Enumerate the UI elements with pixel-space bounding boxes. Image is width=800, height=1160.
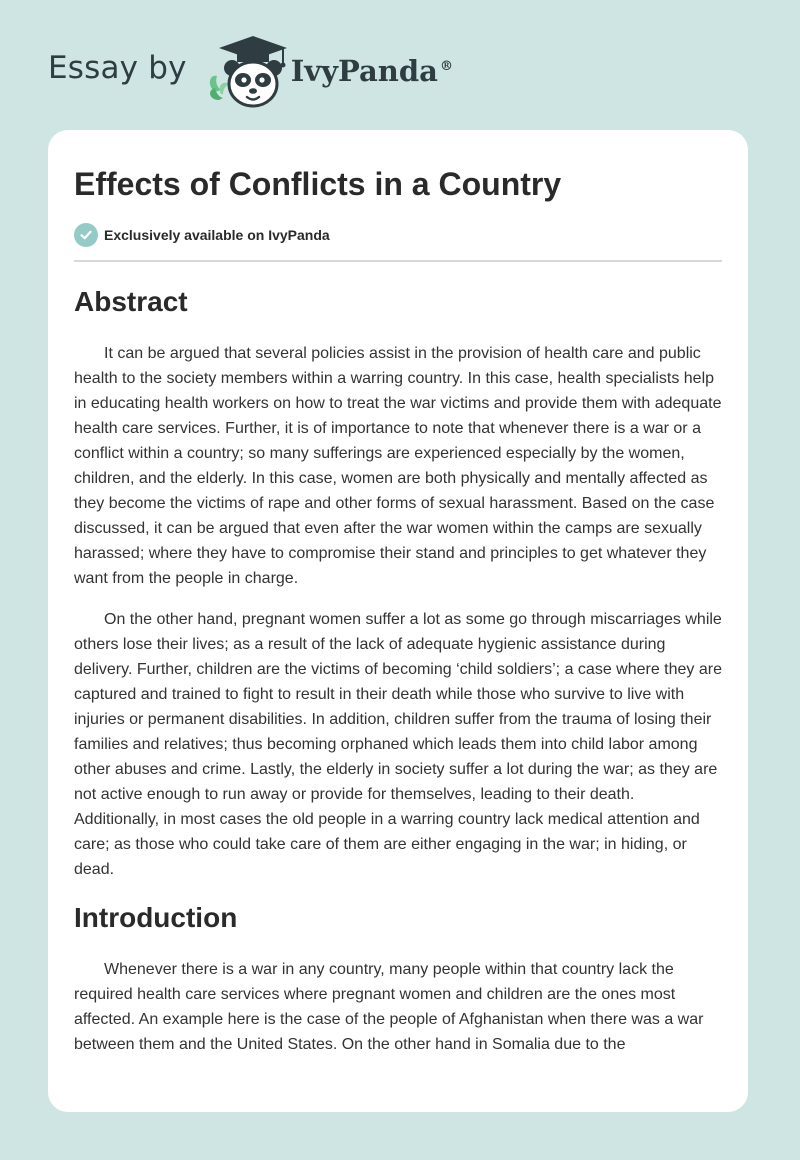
check-icon (74, 223, 98, 247)
section-heading-abstract: Abstract (74, 286, 188, 317)
registered-mark: ® (439, 59, 453, 75)
section-heading-introduction: Introduction (74, 902, 238, 933)
abstract-paragraph-2: On the other hand, pregnant women suffer a lot as some go through miscarriages while others lose their lives; as a result of the lack of adequate hygienic assistance during delivery. Further, children are the victims of becoming ‘child soldiers’; a case where they are captured and trained to fight to result in their death while those who survive to live with injuries or permanent disabilities. In addition, children suffer from the trauma of losing their families and relatives; thus becoming orphaned which leads them into child labor among other abuses and crime. Lastly, the elderly in society suffer a lot during the war; as they are not active enough to run away or provide for themselves, leading to their death. Additionally, in most cases the old people in a warring country lack medical attention and care; as those who could take care of them are either engaging in the war; in hiding, or dead. (74, 611, 722, 878)
exclusive-label: Exclusively available on IvyPanda (104, 227, 330, 243)
panda-graduate-icon[interactable] (201, 30, 297, 110)
site-header (48, 30, 453, 110)
essay-by-label: Essay by (48, 50, 187, 86)
essay-card (48, 130, 748, 1112)
abstract-paragraph-1: It can be argued that several policies assist in the provision of health care and public health to the society members within a warring country. In this case, health specialists help in educating health workers on how to treat the war victims and provide them with adequate health care services. Further, it is of importance to note that whenever there is a war or a conflict within a country; so many sufferings are experienced especially by the women, children, and the elderly. In this case, women are both physically and mentally affected as they become the victims of rape and other forms of sexual harassment. Based on the case discussed, it can be argued that even after the war women within the camps are sexually harassed; where they have to compromise their stand and principles to get whatever they want from the people in charge. (74, 345, 722, 587)
ivypanda-logo-text[interactable] (291, 54, 453, 88)
brand-name: IvyPanda (290, 54, 438, 88)
essay-title: Effects of Conflicts in a Country (74, 166, 562, 202)
divider (74, 260, 722, 262)
introduction-paragraph-1: Whenever there is a war in any country, many people within that country lack the required health care services where pregnant women and children are the ones most affected. An example here is the case of the people of Afghanistan when there was a war between them and the United States. On the other hand in Somalia due to the (74, 961, 704, 1053)
exclusive-badge (74, 222, 722, 248)
